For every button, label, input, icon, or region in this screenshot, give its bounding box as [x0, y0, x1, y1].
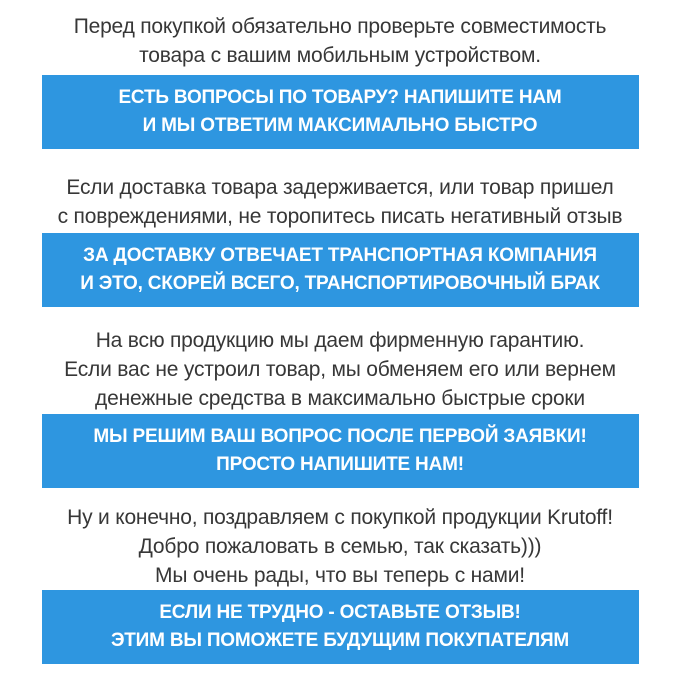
banner-line: ЕСЛИ НЕ ТРУДНО - ОСТАВЬТЕ ОТЗЫВ! [159, 602, 521, 623]
text-line: Если вас не устроил товар, мы обменяем его или вернем [64, 358, 616, 381]
text-line: товара с вашим мобильным устройством. [139, 44, 541, 67]
intro-note [0, 12, 680, 70]
banner-line: И ЭТО, СКОРЕЙ ВСЕГО, ТРАНСПОРТИРОВОЧНЫЙ БРАК [80, 273, 600, 294]
delivery-note [0, 173, 680, 231]
banner-line: МЫ РЕШИМ ВАШ ВОПРОС ПОСЛЕ ПЕРВОЙ ЗАЯВКИ! [93, 426, 587, 447]
text-line: денежные средства в максимально быстрые сроки [95, 387, 585, 410]
warranty-note [0, 326, 680, 413]
support-banner [42, 414, 639, 488]
banner-line: ЗА ДОСТАВКУ ОТВЕЧАЕТ ТРАНСПОРТНАЯ КОМПАНИЯ [83, 245, 597, 266]
delivery-banner [42, 233, 639, 307]
text-line: Перед покупкой обязательно проверьте совместимость [73, 15, 607, 38]
welcome-note [0, 503, 680, 590]
banner-line: ЕСТЬ ВОПРОСЫ ПО ТОВАРУ? НАПИШИТЕ НАМ [118, 87, 562, 108]
text-line: Ну и конечно, поздравляем с покупкой продукции Krutoff! [67, 506, 613, 529]
text-line: с повреждениями, не торопитесь писать негативный отзыв [57, 205, 623, 228]
review-banner [42, 590, 639, 664]
text-line: Мы очень рады, что вы теперь с нами! [155, 564, 525, 587]
questions-banner [42, 75, 639, 149]
text-line: Добро пожаловать в семью, так сказать))) [138, 535, 542, 558]
text-line: Если доставка товара задерживается, или товар пришел [66, 176, 614, 199]
text-line: На всю продукцию мы даем фирменную гарантию. [95, 329, 585, 352]
banner-line: ПРОСТО НАПИШИТЕ НАМ! [216, 454, 464, 475]
banner-line: ЭТИМ ВЫ ПОМОЖЕТЕ БУДУЩИМ ПОКУПАТЕЛЯМ [110, 630, 570, 651]
banner-line: И МЫ ОТВЕТИМ МАКСИМАЛЬНО БЫСТРО [142, 115, 538, 136]
